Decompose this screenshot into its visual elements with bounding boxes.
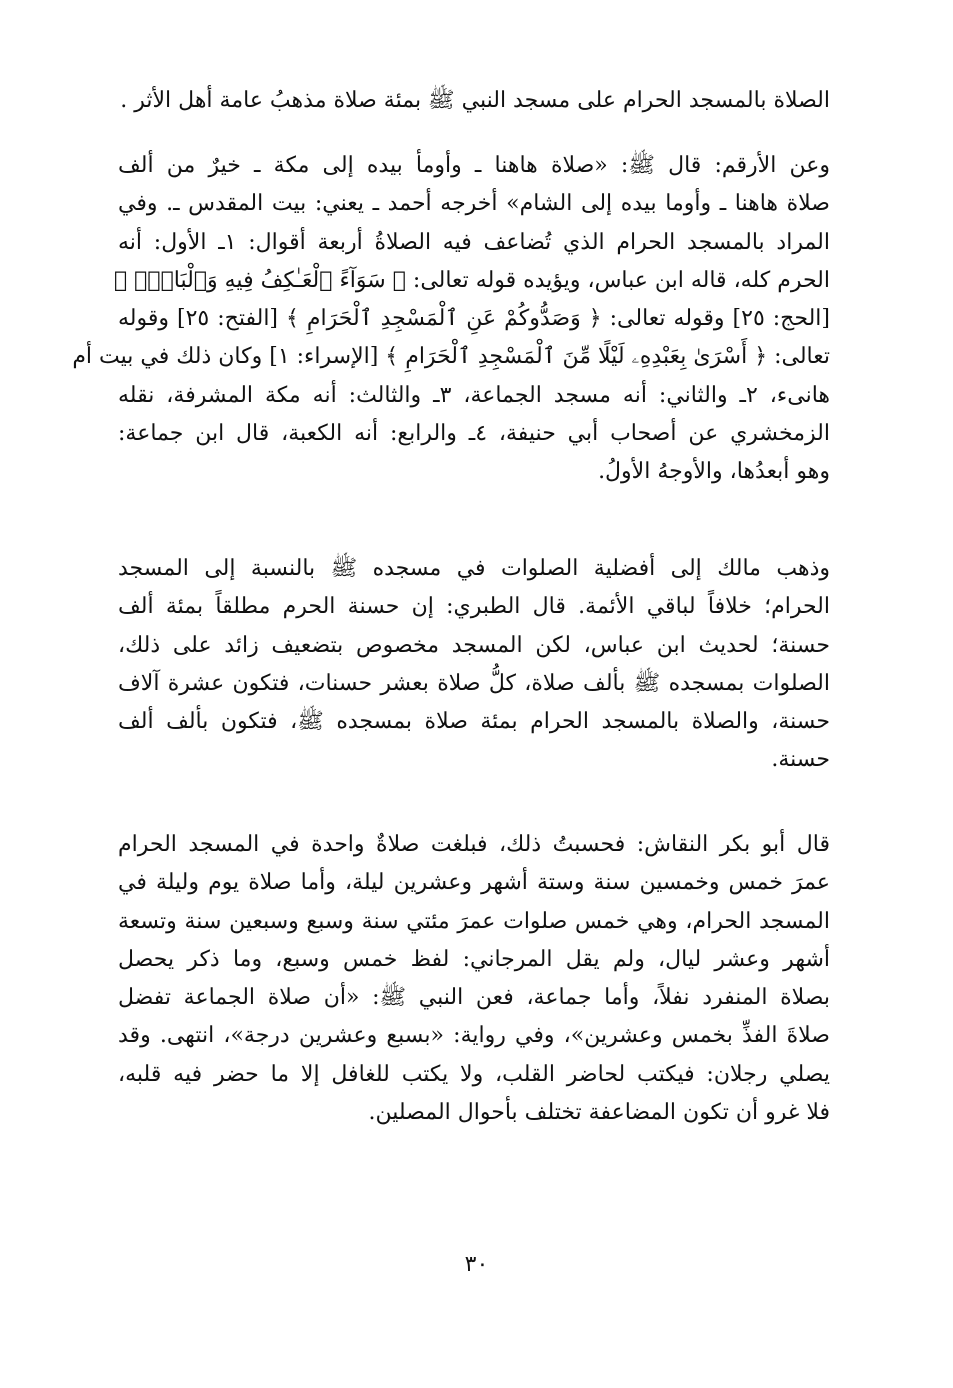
text-line: قال أبو بكر النقاش: فحسبتُ ذلك، فبلغت صلاةٌ واحدة في المسجد الحرام	[118, 832, 830, 857]
page-number: ٣٠	[464, 1252, 489, 1277]
text-line: صلاة هاهنا ـ وأوما بيده إلى الشام» أخرجه أحمد ـ يعني: بيت المقدس ـ. وفي	[118, 191, 830, 217]
text-line: عمرَ خمس وخمسين سنة وستة أشهر وعشرين ليلة، وأما صلاة يوم وليلة في	[118, 870, 830, 896]
text-line: أشهر وعشر ليال، ولم يقل المرجاني: لفظ خمس وسبع، وما ذكر يحصل	[118, 946, 830, 972]
text-line: هانىء، ٢ـ والثاني: أنه مسجد الجماعة، ٣ـ والثالث: أنه مكة المشرفة، نقله	[118, 382, 831, 408]
text-line: حسنة، والصلاة بالمسجد الحرام بمئة صلاة بمسجده ﷺ، فتكون بألف ألف	[118, 709, 830, 735]
paragraph-3	[118, 550, 830, 780]
text-line: وعن الأرقم: قال ﷺ: «صلاة هاهنا ـ وأومأ بيده إلى مكة ـ خيرٌ من ألف	[118, 153, 830, 178]
text-line: يصلي رجلان: فيكتب لحاضر القلب، ولا يكتب للغافل إلا ما حضر فيه قلبه،	[118, 1061, 830, 1087]
paragraph-2	[72, 147, 831, 492]
text-line: حسنة.	[771, 747, 830, 773]
text-line: وذهب مالك إلى أفضلية الصلوات في مسجده ﷺ بالنسبة إلى المسجد	[118, 556, 830, 581]
text-line: الزمخشري عن أصحاب أبي حنيفة، ٤ـ والرابع: أنه الكعبة، قال ابن جماعة:	[118, 421, 830, 447]
text-line: الصلوات بمسجده ﷺ بألف صلاة، كلُّ صلاة بعشر حسنات، فتكون عشرة آلاف	[118, 670, 830, 696]
paragraph-4	[118, 826, 830, 1132]
text-line: الحرم كله، قاله ابن عباس، ويؤيده قوله تعالى: ﴿ سَوَآءً ٱلْعَـٰكِفُ فِيهِ وَٱلْبَادِۚ ﴾	[113, 267, 830, 293]
paragraph-1	[118, 82, 830, 120]
text-line: المراد بالمسجد الحرام الذي تُضاعف فيه الصلاةُ أربعة أقوال: ١ـ الأول: أنه	[118, 229, 830, 255]
text-line: بصلاة المنفرد نفلاً، وأما جماعة، فعن النبي ﷺ: «أن صلاة الجماعة تفضل	[118, 985, 830, 1011]
text-line: [الحج: ٢٥] وقوله تعالى: ﴿ وَصَدُّوكُمْ عَنِ ٱلْمَسْجِدِ ٱلْحَرَامِ ﴾ [الفتح: ٢٥] وقوله	[118, 306, 830, 332]
text-line: صلاةَ الفذِّ بخمس وعشرين»، وفي رواية: «بسبع وعشرين درجة»، انتهى. وقد	[118, 1023, 830, 1049]
text-line: الصلاة بالمسجد الحرام على مسجد النبي ﷺ بمئة صلاة مذهبُ عامة أهل الأثر .	[120, 88, 830, 113]
text-line: حسنة؛ لحديث ابن عباس، لكن المسجد مخصوص بتضعيف زائد على ذلك،	[118, 632, 830, 658]
text-line: وهو أبعدُها، والأوجهُ الأولُ.	[598, 459, 830, 485]
text-line: تعالى: ﴿ أَسْرَىٰ بِعَبْدِهِۦ لَيْلًا مِّنَ ٱلْمَسْجِدِ ٱلْحَرَامِ ﴾ [الإسراء: ١] وكان ذلك في بيت أم	[72, 344, 830, 370]
text-line: الحرام؛ خلافاً لباقي الأئمة. قال الطبري: إن حسنة الحرم مطلقاً بمئة ألف	[118, 594, 830, 620]
text-line: المسجد الحرام، وهي خمس صلوات عمرَ مئتي سنة وسبع وسبعين سنة وتسعة	[118, 908, 830, 934]
text-line: فلا غرو أن تكون المضاعفة تختلف بأحوال المصلين.	[368, 1100, 830, 1126]
